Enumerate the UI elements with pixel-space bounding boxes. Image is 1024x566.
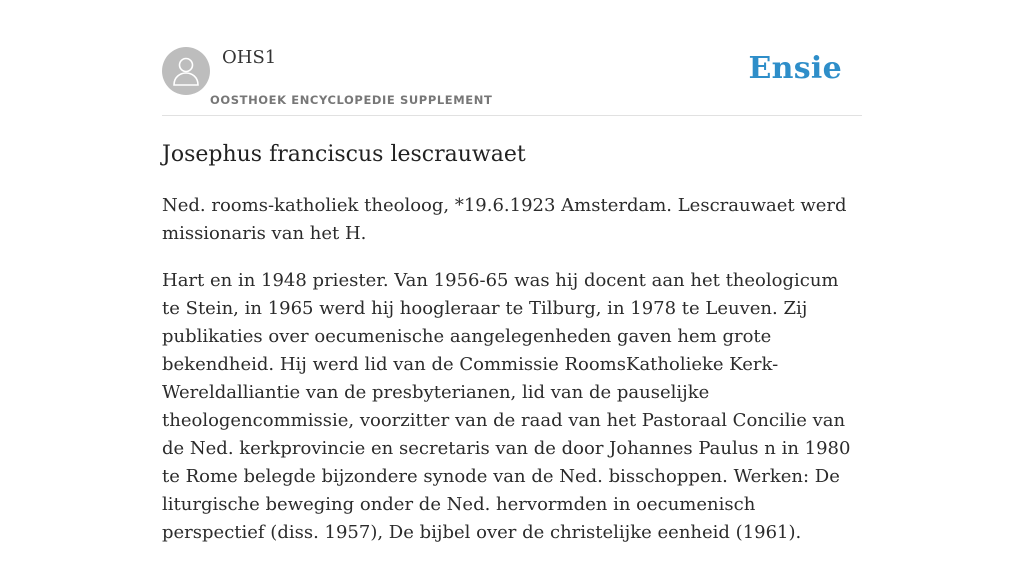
source-name[interactable]: OOSTHOEK ENCYCLOPEDIE SUPPLEMENT bbox=[210, 93, 493, 107]
header bbox=[162, 46, 862, 116]
ensie-logo[interactable]: Ensie bbox=[748, 51, 842, 86]
article-paragraph: Hart en in 1948 priester. Van 1956-65 was hij docent aan het theologicum te Stein, in 1965 werd hij hoogleraar te Tilburg, in 1978 te Leuven. Zij publikaties over oecumenische aangelegenheden gaven hem grote bekendheid. Hij werd lid van de Commissie RoomsKatholieke Kerk-Wereldalliantie van de presbyterianen, lid van de pauselijke theologencommissie, voorzitter van de raad van het Pastoraal Concilie van de Ned. kerkprovincie en secretaris van de door Johannes Paulus n in 1980 te Rome belegde bijzondere synode van de Ned. bisschoppen. Werken: De liturgische beweging onder de Ned. hervormden in oecumenisch perspectief (diss. 1957), De bijbel over de christelijke eenheid (1961). bbox=[162, 270, 851, 543]
article-paragraph: Ned. rooms-katholiek theoloog, *19.6.1923 Amsterdam. Lescrauwaet werd missionaris van het H. bbox=[162, 195, 847, 244]
user-icon bbox=[171, 55, 201, 87]
author-name[interactable]: OHS1 bbox=[222, 47, 277, 68]
article-title: Josephus franciscus lescrauwaet bbox=[162, 142, 526, 167]
article-body bbox=[162, 192, 862, 566]
avatar[interactable] bbox=[162, 47, 210, 95]
